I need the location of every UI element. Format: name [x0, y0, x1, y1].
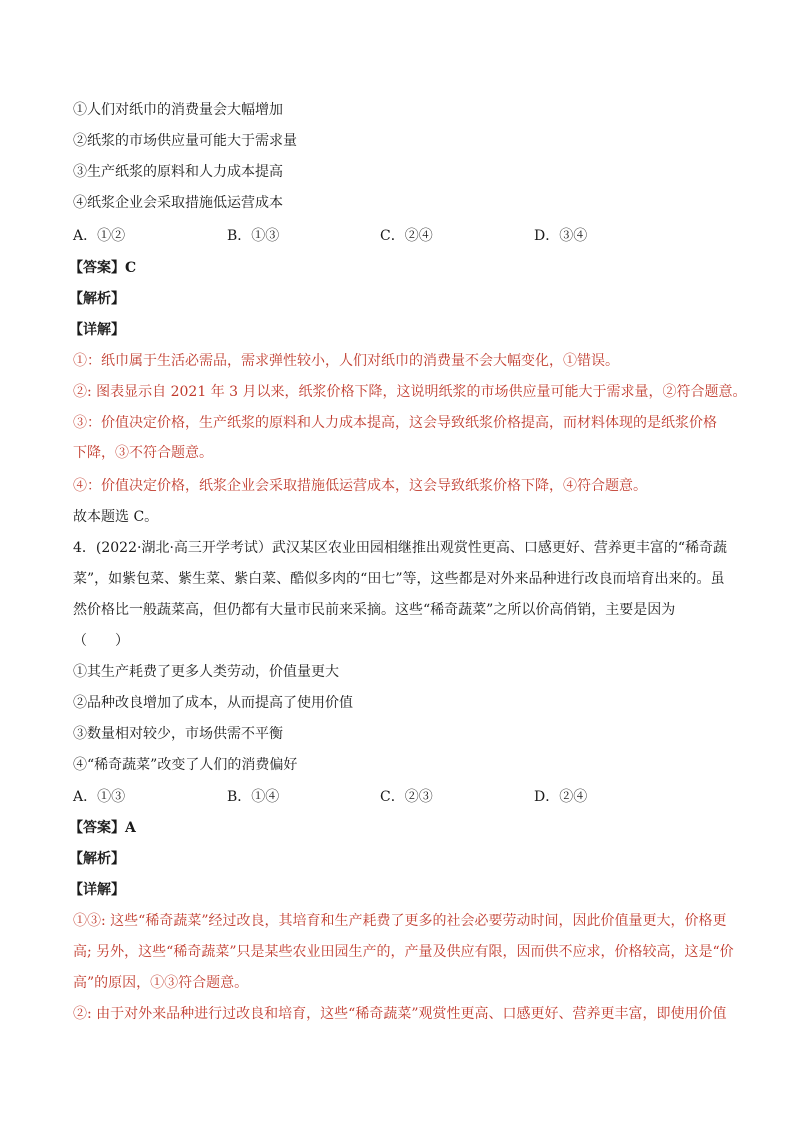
q3-statement-2: ②纸浆的市场供应量可能大于需求量 [73, 133, 297, 149]
q3-statement-4: ④纸浆企业会采取措施低运营成本 [73, 195, 283, 211]
q3-option-c: C．②④ [380, 228, 433, 244]
q3-explanation-3-cont: 下降，③不符合题意。 [73, 445, 213, 461]
q4-option-b: B．①④ [227, 789, 280, 805]
q4-statement-3: ③数量相对较少，市场供需不平衡 [73, 726, 283, 742]
q4-explanation-1: ①③: 这些“稀奇蔬菜”经过改良，其培育和生产耗费了更多的社会必要劳动时间，因此价值量更大，价格更 [73, 913, 727, 929]
q3-option-d: D．③④ [534, 228, 588, 244]
q3-option-b: B．①③ [227, 228, 280, 244]
q4-option-a: A．①③ [73, 789, 126, 805]
q4-explanation-2: ②: 由于对外来品种进行过改良和培育，这些“稀奇蔬菜”观赏性更高、口感更好、营养更丰富，即使用价值 [73, 1006, 727, 1022]
q3-option-a: A．①② [73, 228, 126, 244]
q4-option-c: C．②③ [380, 789, 433, 805]
q4-explanation-1-end: 高”的原因，①③符合题意。 [73, 975, 249, 991]
q3-explanation-3: ③：价值决定价格，生产纸浆的原料和人力成本提高，这会导致纸浆价格提高，而材料体现的是纸浆价格 [73, 415, 717, 431]
q3-conclusion: 故本题选 C。 [73, 509, 159, 525]
q4-blank-paren: （ ） [73, 633, 129, 649]
q4-option-d: D．②④ [534, 789, 588, 805]
q3-explanation-2: ②: 图表显示自 2021 年 3 月以来，纸浆价格下降，这说明纸浆的市场供应量可能大于需求量，②符合题意。 [73, 384, 747, 400]
q3-answer: 【答案】C [69, 260, 137, 276]
q3-statement-1: ①人们对纸巾的消费量会大幅增加 [73, 102, 283, 118]
q3-explanation-1: ①：纸巾属于生活必需品，需求弹性较小，人们对纸巾的消费量不会大幅变化，①错误。 [73, 353, 619, 369]
q3-explanation-4: ④：价值决定价格，纸浆企业会采取措施低运营成本，这会导致纸浆价格下降，④符合题意。 [73, 478, 647, 494]
q4-stem-line-2: 菜”，如紫包菜、紫生菜、紫白菜、酷似多肉的“田七”等，这些都是对外来品种进行改良而培育出来的。虽 [73, 571, 725, 587]
q4-stem-line-1: 4．(2022·湖北·高三开学考试）武汉某区农业田园相继推出观赏性更高、口感更好、营养更丰富的“稀奇蔬 [73, 540, 728, 556]
q4-statement-2: ②品种改良增加了成本，从而提高了使用价值 [73, 695, 353, 711]
q4-statement-1: ①其生产耗费了更多人类劳动，价值量更大 [73, 664, 339, 680]
q4-explanation-1-cont: 高; 另外，这些“稀奇蔬菜”只是某些农业田园生产的，产量及供应有限，因而供不应求，价格较高，这是“价 [73, 944, 734, 960]
q4-detail-heading: 【详解】 [69, 882, 125, 898]
q3-detail-heading: 【详解】 [69, 322, 125, 338]
q4-answer: 【答案】A [69, 820, 136, 836]
q3-analysis-heading: 【解析】 [69, 291, 125, 307]
q4-stem-line-3: 然价格比一般蔬菜高，但仍都有大量市民前来采摘。这些“稀奇蔬菜”之所以价高俏销，主要是因为 [73, 602, 676, 618]
q4-analysis-heading: 【解析】 [69, 851, 125, 867]
q4-statement-4: ④“稀奇蔬菜”改变了人们的消费偏好 [73, 757, 298, 773]
q3-statement-3: ③生产纸浆的原料和人力成本提高 [73, 164, 283, 180]
